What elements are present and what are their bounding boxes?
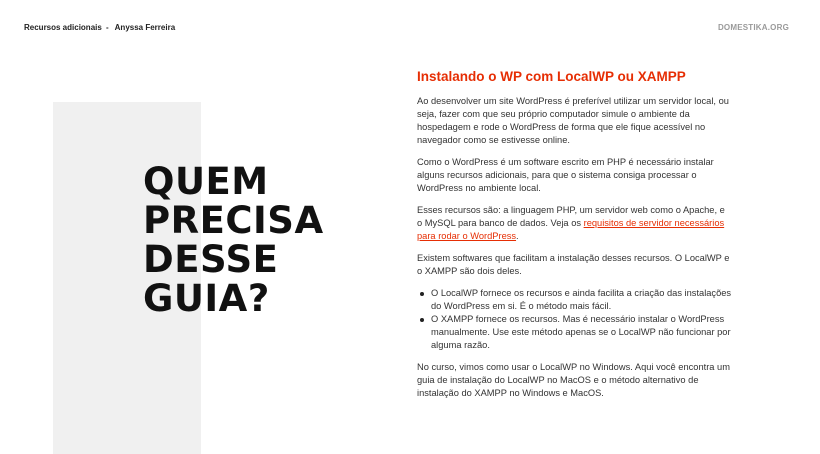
article bbox=[417, 69, 732, 409]
paragraph: Ao desenvolver um site WordPress é preferível utilizar um servidor local, ou seja, fazer com que seu próprio computador simule o ambiente da hospedagem e rode o WordPress de forma que ele fique acessível no navegador como se estivesse online. bbox=[417, 96, 729, 145]
paragraph-text: Esses recursos são: a linguagem PHP, um servidor web como o Apache, e o MySQL para banco de dados. Veja os bbox=[417, 205, 725, 228]
paragraph: Existem softwares que facilitam a instalação desses recursos. O LocalWP e o XAMPP são dois deles. bbox=[417, 253, 730, 276]
hero-title-line: PRECISA bbox=[143, 199, 324, 242]
hero-title-line: QUEM bbox=[143, 160, 269, 203]
requirements-link[interactable]: requisitos de servidor necessários para rodar o WordPress bbox=[417, 218, 725, 241]
paragraph-text: . bbox=[516, 231, 519, 241]
site-name[interactable]: DOMESTIKA.ORG bbox=[717, 23, 789, 32]
hero-title-line: DESSE bbox=[143, 238, 279, 281]
paragraph: No curso, vimos como usar o LocalWP no Windows. Aqui você encontra um guia de instalação do LocalWP no MacOS e o método alternativo de instalação do XAMPP no Windows e MacOS. bbox=[417, 362, 730, 398]
paragraph bbox=[417, 204, 732, 243]
breadcrumb-section[interactable]: Recursos adicionais bbox=[24, 23, 102, 32]
list-item: O LocalWP fornece os recursos e ainda facilita a criação das instalações do WordPress em si. É o método mais fácil. bbox=[417, 287, 732, 313]
paragraph: Como o WordPress é um software escrito em PHP é necessário instalar alguns recursos adicionais, para que o sistema consiga processar o WordPress no ambiente local. bbox=[417, 157, 714, 193]
hero-title bbox=[143, 162, 324, 318]
article-title: Instalando o WP com LocalWP ou XAMPP bbox=[417, 69, 686, 84]
breadcrumb bbox=[24, 23, 175, 32]
breadcrumb-separator: - bbox=[106, 23, 109, 32]
bullet-list bbox=[417, 287, 732, 352]
list-item: O XAMPP fornece os recursos. Mas é necessário instalar o WordPress manualmente. Use este método apenas se o LocalWP não funcionar por alguma razão. bbox=[417, 313, 732, 352]
hero-title-line: GUIA? bbox=[143, 277, 270, 320]
author-name: Anyssa Ferreira bbox=[114, 23, 176, 32]
